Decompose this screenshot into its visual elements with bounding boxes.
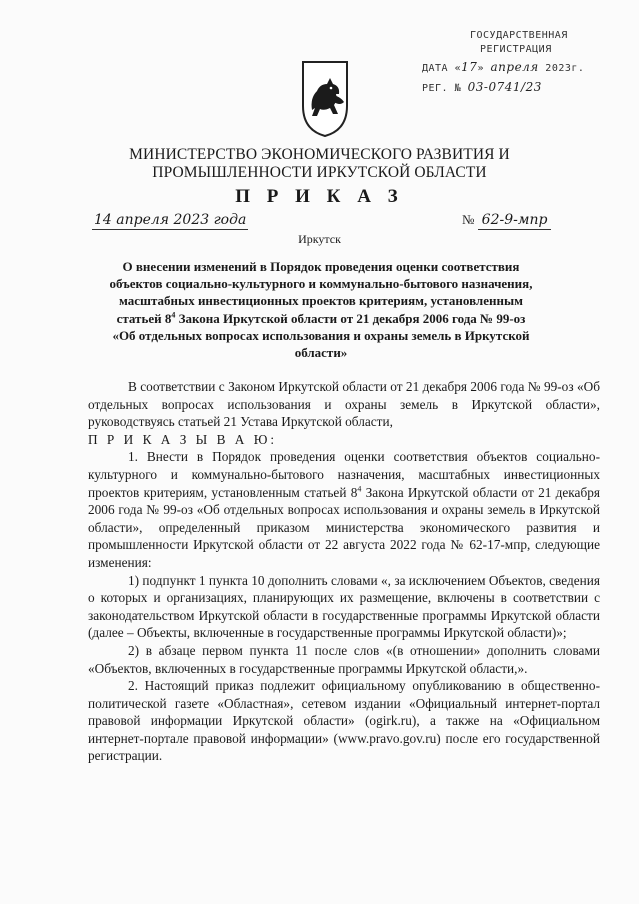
stamp-reg <box>422 80 542 94</box>
stamp-reg-label: РЕГ. № <box>422 83 462 94</box>
heading-sup: 4 <box>171 310 176 320</box>
paragraph-1 <box>88 448 600 571</box>
order-heading <box>96 258 546 361</box>
ministry-line-1: МИНИСТЕРСТВО ЭКОНОМИЧЕСКОГО РАЗВИТИЯ И <box>129 146 510 163</box>
stamp-date-suffix: г. <box>571 63 585 74</box>
paragraph-1-part-a: 1. Внести в Порядок проведения оценки соответствия объектов социально-культурного и коммунально-бытового назначения, масштабных инвестиционных проектов критериям, установленным статьей 8 <box>88 449 600 500</box>
intro-paragraph: В соответствии с Законом Иркутской области от 21 декабря 2006 года № 99-оз «Об отдельных вопросах использования и охраны земель в Иркутской области», руководствуясь статьей 21 Устава Иркутской области, <box>88 379 600 430</box>
city: Иркутск <box>298 232 341 246</box>
order-number: 62-9-мпр <box>478 212 552 230</box>
subitem-1: 1) подпункт 1 пункта 10 дополнить словами «, за исключением Объектов, сведения о которых и организациях, планирующих их размещение, включены в соответствии с законодательством Иркутской области в государственные программы Иркутской области (далее – Объекты, включенные в государственные программы Иркутской области)»; <box>88 572 600 641</box>
stamp-reg-number: 03-0741/23 <box>467 80 542 94</box>
paragraph-1-sup: 4 <box>357 484 362 494</box>
stamp-line-1: ГОСУДАРСТВЕННАЯ <box>470 30 568 41</box>
order-number-label: № <box>462 212 475 227</box>
document-type-title: П Р И К А З <box>235 186 404 207</box>
heading-line-3: масштабных инвестиционных проектов критериям, установленным <box>119 293 523 309</box>
heading-line-5: «Об отдельных вопросах использования и охраны земель в Иркутской <box>112 327 530 343</box>
stamp-date-day: 17 <box>461 60 478 74</box>
ministry-line-2: ПРОМЫШЛЕННОСТИ ИРКУТСКОЙ ОБЛАСТИ <box>152 164 487 181</box>
coat-of-arms-icon <box>300 58 350 138</box>
subitem-2: 2) в абзаце первом пункта 11 после слов «(в отношении» дополнить словами «Объектов, включенных в государственные программы Иркутской области,». <box>88 642 600 676</box>
ministry-name <box>0 146 639 182</box>
order-number-block <box>462 212 551 228</box>
order-word: П Р И К А З Ы В А Ю: <box>88 431 278 447</box>
paragraph-1-part-b: Закона Иркутской области от 21 декабря 2006 года № 99-оз «Об отдельных вопросах использования и охраны земель в Иркутской области», определенный приказом министерства экономического развития и промышленности Иркутской области от 22 августа 2022 года № 62-17-мпр, следующие изменения: <box>88 484 600 570</box>
paragraph-2: 2. Настоящий приказ подлежит официальному опубликованию в общественно-политической газете «Областная», сетевом издании «Официальный интернет-портал правовой информации Иркутской области» (ogirk.ru), а также на «Официальном интернет-портале правовой информации» (www.pravo.gov.ru) после его государственной регистрации. <box>88 678 600 764</box>
stamp-date <box>422 60 584 74</box>
stamp-date-close: » <box>477 63 484 74</box>
heading-line-4b: Закона Иркутской области от 21 декабря 2006 года № 99-оз <box>175 310 526 326</box>
stamp-date-month: апреля <box>490 60 539 74</box>
order-body <box>88 378 600 765</box>
heading-line-4 <box>96 310 546 327</box>
order-date: 14 апреля 2023 года <box>94 212 247 228</box>
heading-line-2: объектов социально-культурного и коммунально-бытового назначения, <box>109 276 533 292</box>
stamp-date-year: 2023 <box>545 63 572 74</box>
stamp-date-open: « <box>454 63 462 74</box>
heading-line-6: области» <box>294 345 348 361</box>
heading-line-4a: статьей 8 <box>116 310 172 326</box>
stamp-date-label: ДАТА <box>422 63 449 74</box>
stamp-line-2: РЕГИСТРАЦИЯ <box>480 44 552 55</box>
heading-line-1: О внесении изменений в Порядок проведения оценки соответствия <box>122 259 520 274</box>
